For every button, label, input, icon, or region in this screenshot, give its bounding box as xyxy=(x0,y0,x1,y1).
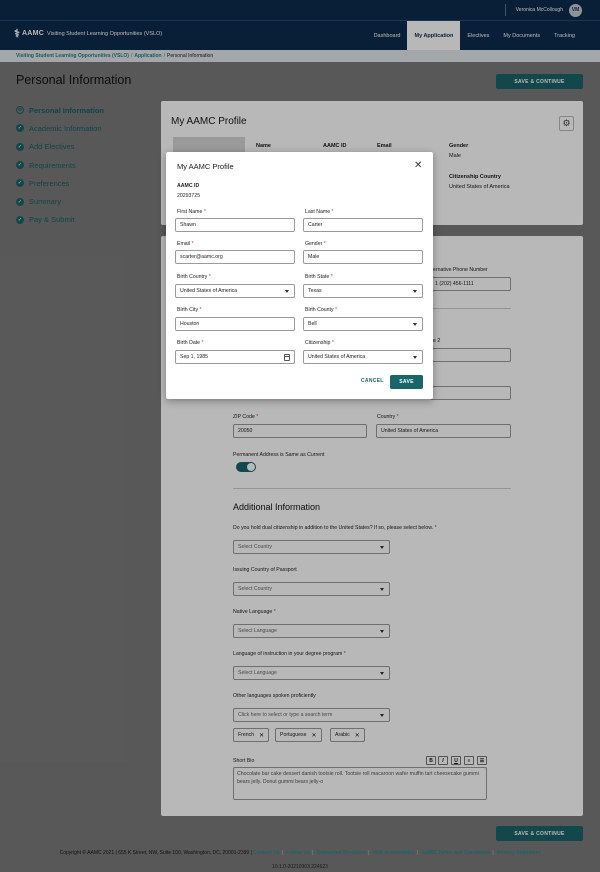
breadcrumb-home[interactable]: Visiting Student Learning Opportunities (VSLO) xyxy=(16,53,129,59)
italic-icon[interactable]: I xyxy=(438,756,448,765)
dual-citizenship-select[interactable]: Select Country xyxy=(233,540,390,554)
other-languages-select[interactable]: Click here to select or type a search term xyxy=(233,708,390,722)
check-icon: ✓ xyxy=(17,180,23,187)
tab-electives[interactable]: Electives xyxy=(467,33,490,39)
email-input[interactable]: scarter@aamc.org xyxy=(175,250,295,264)
email-label: Email xyxy=(377,143,392,149)
breadcrumb-application[interactable]: Application xyxy=(134,53,162,59)
close-icon[interactable]: ✕ xyxy=(259,732,265,739)
ordered-list-icon[interactable]: ≡ xyxy=(464,756,474,765)
check-icon: ✓ xyxy=(17,198,23,205)
instruction-language-label: Language of instruction in your degree program * xyxy=(233,651,346,657)
save-continue-button[interactable]: SAVE & CONTINUE xyxy=(496,74,583,89)
gender-label: Gender * xyxy=(305,241,326,247)
profile-card-title: My AAMC Profile xyxy=(171,116,247,127)
citizenship-value: United States of America xyxy=(449,184,510,190)
close-icon[interactable]: ✕ xyxy=(414,160,423,171)
first-name-input[interactable]: Shawn xyxy=(175,218,295,232)
last-name-label: Last Name * xyxy=(305,209,334,215)
first-name-label: First Name * xyxy=(177,209,206,215)
step-label: Summary xyxy=(29,197,62,207)
email-label: Email * xyxy=(177,241,194,247)
citizenship-label: Citizenship * xyxy=(305,340,334,346)
page-title: Personal Information xyxy=(16,73,132,87)
alternate-phone-label: ernative Phone Number xyxy=(433,267,488,273)
aamc-id-label: AAMC ID xyxy=(177,183,200,189)
birth-city-label: Birth City * xyxy=(177,307,202,313)
tab-tracking[interactable]: Tracking xyxy=(554,33,575,39)
birth-county-select[interactable]: Bell xyxy=(303,317,423,331)
country-input[interactable]: United States of America xyxy=(376,424,511,438)
footer-link-privacy[interactable]: Privacy Statement xyxy=(497,850,541,856)
zip-label: ZIP Code * xyxy=(233,414,259,420)
check-icon: ✓ xyxy=(17,125,23,132)
birth-city-input[interactable]: Houston xyxy=(175,317,295,331)
zip-input[interactable]: 20050 xyxy=(233,424,367,438)
aamc-id-label: AAMC ID xyxy=(323,143,347,149)
save-button[interactable]: SAVE xyxy=(390,375,423,389)
step-label: Requirements xyxy=(29,160,76,170)
birth-date-label: Birth Date * xyxy=(177,340,204,346)
save-continue-button-bottom[interactable]: SAVE & CONTINUE xyxy=(496,826,583,841)
step-label: Personal Information xyxy=(29,105,105,115)
dual-citizenship-label: Do you hold dual citizenship in addition to the United States? If so, please select below. * xyxy=(233,525,437,531)
breadcrumb-separator: / xyxy=(163,53,165,59)
close-icon[interactable]: ✕ xyxy=(354,732,360,739)
check-icon: ✓ xyxy=(17,143,23,150)
profile-modal xyxy=(166,152,433,399)
native-language-select[interactable]: Select Language xyxy=(233,624,390,638)
gender-value: Male xyxy=(449,153,461,159)
short-bio-label: Short Bio xyxy=(233,758,255,764)
copyright: Copyright © AAMC 2021 | 655 K Street, NW, Suite 100, Washington, DC, 20001-2399 | xyxy=(59,850,252,856)
last-name-input[interactable]: Carter xyxy=(303,218,423,232)
gender-input[interactable]: Male xyxy=(303,250,423,264)
breadcrumb-separator: / xyxy=(130,53,133,59)
native-language-label: Native Language * xyxy=(233,609,276,615)
breadcrumb-current: Personal Information xyxy=(166,53,214,59)
name-label: Name xyxy=(256,143,271,149)
check-icon: ✓ xyxy=(17,162,23,169)
instruction-language-select[interactable]: Select Language xyxy=(233,666,390,680)
additional-info-title: Additional Information xyxy=(233,502,321,512)
footer-link-accessibility[interactable]: Web Accessibility xyxy=(372,850,415,856)
user-name[interactable]: Veronica McCollough xyxy=(515,7,563,13)
address2-label: e 2 xyxy=(433,338,441,344)
chevron-down-icon xyxy=(413,356,417,359)
citizenship-select[interactable]: United States of America xyxy=(303,350,423,364)
language-chip-french: French ✕ xyxy=(233,728,269,742)
alternate-phone-input[interactable]: 1 (202) 456-1111 xyxy=(430,277,511,291)
step-label: Preferences xyxy=(29,178,70,188)
birth-date-input[interactable]: Sep 1, 1985 xyxy=(175,350,295,364)
check-icon: ✓ xyxy=(17,216,23,223)
footer-link-terms[interactable]: AAMC Terms and Conditions xyxy=(421,850,491,856)
chevron-down-icon xyxy=(285,290,289,293)
short-bio-textarea[interactable]: Chocolate bar cake dessert danish tootsie roll. Tootsie roll macaroon wafer muffin tart cheesecake gummi bears jelly. Donut gummi bears jelly-o xyxy=(233,767,487,800)
birth-state-select[interactable]: Texas xyxy=(303,284,423,298)
program-title: Visiting Student Learning Opportunities (VSLO) xyxy=(47,31,163,37)
caduceus-icon: ⚕ xyxy=(14,27,20,40)
version: 10.1.0-20210903.224623 xyxy=(272,864,328,870)
other-languages-label: Other languages spoken proficiently xyxy=(233,693,316,699)
footer-link-contact[interactable]: Contact Us xyxy=(253,850,280,856)
birth-country-label: Birth Country * xyxy=(177,274,211,280)
footer-link-follow[interactable]: Follow Us xyxy=(286,850,311,856)
passport-country-select[interactable]: Select Country xyxy=(233,582,390,596)
bullet-list-icon[interactable]: ☰ xyxy=(477,756,487,765)
calendar-icon[interactable] xyxy=(284,354,290,361)
underline-icon[interactable]: U xyxy=(451,756,461,765)
step-label: Academic Information xyxy=(29,123,102,133)
footer-link-browsers[interactable]: Supported Browsers xyxy=(316,850,366,856)
tab-my-documents[interactable]: My Documents xyxy=(503,33,541,39)
passport-country-label: Issuing Country of Passport xyxy=(233,567,297,573)
language-chip-arabic: Arabic ✕ xyxy=(330,728,365,742)
modal-title: My AAMC Profile xyxy=(177,162,234,171)
chevron-down-icon xyxy=(413,290,417,293)
logo-text: AAMC xyxy=(21,30,45,37)
close-icon[interactable]: ✕ xyxy=(311,732,317,739)
bold-icon[interactable]: B xyxy=(426,756,436,765)
country-label: Country * xyxy=(377,414,399,420)
gender-label: Gender xyxy=(449,143,469,149)
chevron-down-icon xyxy=(413,323,417,326)
permanent-address-label: Permanent Address is Same as Current xyxy=(233,452,325,458)
tab-dashboard[interactable]: Dashboard xyxy=(373,33,401,39)
step-label: Pay & Submit xyxy=(29,215,75,225)
language-chip-portuguese: Portuguese ✕ xyxy=(275,728,322,742)
tab-my-application[interactable]: My Application xyxy=(407,21,460,51)
step-label: Add Electives xyxy=(29,142,75,152)
birth-country-select[interactable]: United States of America xyxy=(175,284,295,298)
citizenship-label: Citizenship Country xyxy=(449,174,501,180)
aamc-id-value: 20293725 xyxy=(177,193,201,199)
gear-icon[interactable]: ⚙ xyxy=(559,116,574,131)
footer: Copyright © AAMC 2021 | 655 K Street, NW, Suite 100, Washington, DC, 20001-2399 | Contact Us | Follow Us | Supported Browsers | Web Accessibility | AAMC Terms and Conditions | Privacy Statement xyxy=(59,850,541,856)
cancel-button[interactable]: CANCEL xyxy=(361,378,384,384)
avatar[interactable]: VM xyxy=(569,4,582,17)
in-progress-icon: ⊘ xyxy=(17,107,23,114)
birth-state-label: Birth State * xyxy=(305,274,333,280)
birth-county-label: Birth County * xyxy=(305,307,338,313)
